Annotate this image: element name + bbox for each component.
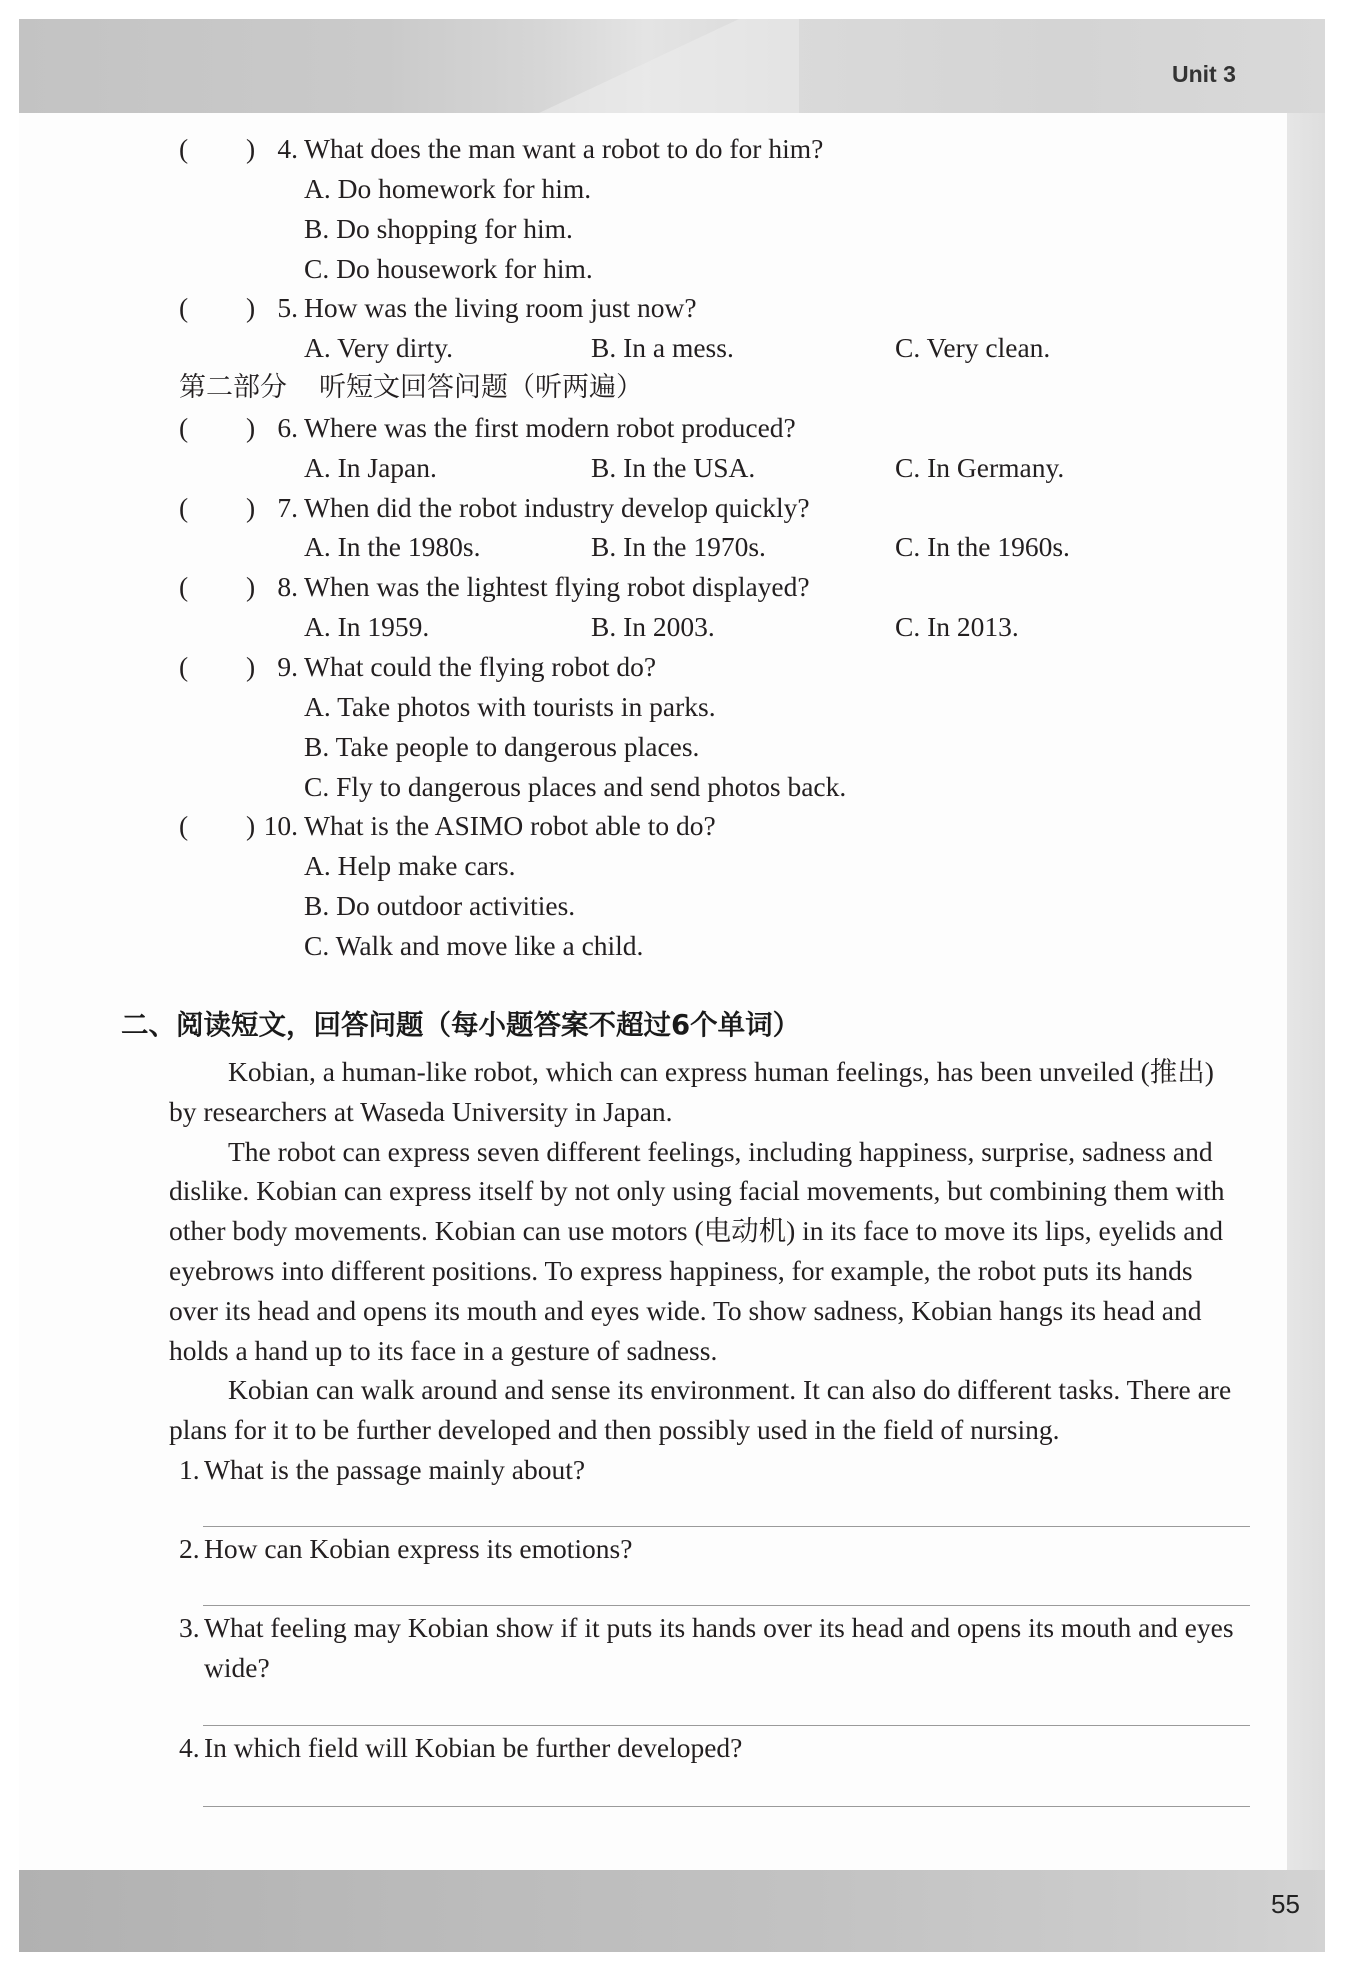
option-row	[0, 209, 1350, 249]
question-text: In which field will Kobian be further developed?	[204, 1732, 743, 1763]
page-header-band	[19, 19, 1325, 113]
passage-line: other body movements. Kobian can use motors (电动机) in its face to move its lips, eyelids and	[169, 1215, 1223, 1247]
question-text: What is the passage mainly about?	[204, 1454, 586, 1485]
option-row	[0, 886, 1350, 926]
answer-blank-close: )	[246, 411, 256, 443]
question-number: 3.	[179, 1612, 200, 1643]
passage-line: dislike. Kobian can express itself by not only using facial movements, but combining them with	[169, 1175, 1225, 1207]
option-row	[0, 249, 1350, 289]
page-number: 55	[1271, 1889, 1300, 1919]
reading-question	[0, 1608, 1350, 1648]
passage-line: Kobian, a human-like robot, which can express human feelings, has been unveiled (推出)	[228, 1056, 1214, 1087]
answer-blank-close: )	[246, 133, 256, 164]
passage-line: holds a hand up to its face in a gesture of sadness.	[169, 1334, 718, 1366]
option-c: C. In the 1960s.	[895, 531, 1070, 563]
passage-line: Kobian can walk around and sense its environment. It can also do different tasks. There are	[228, 1374, 1232, 1406]
reading-question-continued	[0, 1648, 1350, 1688]
question-row	[0, 408, 1350, 448]
answer-blank-open: (	[179, 411, 189, 443]
question-text: How can Kobian express its emotions?	[204, 1533, 633, 1564]
question-row	[0, 488, 1350, 528]
question-number: 7.	[277, 491, 298, 523]
option-b: B. Do outdoor activities.	[304, 890, 576, 922]
question-text: wide?	[204, 1652, 270, 1683]
option-row	[0, 846, 1350, 886]
passage-line: eyebrows into different positions. To express happiness, for example, the robot puts its hands	[169, 1254, 1193, 1286]
option-a: A. Help make cars.	[304, 850, 516, 882]
option-c: C. Fly to dangerous places and send photos back.	[304, 770, 847, 802]
option-b: B. Take people to dangerous places.	[304, 730, 700, 762]
question-row	[0, 647, 1350, 687]
reading-question	[0, 1450, 1350, 1490]
answer-blank-close: )	[246, 650, 256, 682]
question-text: What could the flying robot do?	[304, 650, 657, 682]
answer-line	[203, 1806, 1250, 1807]
question-text: Where was the first modern robot produced?	[304, 411, 796, 443]
question-row	[0, 288, 1350, 328]
question-number: 9.	[277, 650, 298, 682]
question-number: 4.	[277, 133, 298, 164]
answer-blank-open: (	[179, 292, 189, 324]
passage-line: The robot can express seven different feelings, including happiness, surprise, sadness and	[228, 1135, 1213, 1167]
question-number: 2.	[179, 1533, 200, 1564]
question-number: 4.	[179, 1732, 200, 1763]
question-number: 1.	[179, 1454, 200, 1485]
option-b: B. In a mess.	[591, 332, 734, 364]
option-b: B. In the USA.	[591, 451, 756, 483]
answer-blank-close: )	[246, 810, 256, 842]
part-heading	[0, 368, 1350, 408]
option-c: C. In 2013.	[895, 611, 1019, 643]
question-number: 5.	[277, 292, 298, 324]
question-number: 6.	[277, 411, 298, 443]
section-heading: 二、阅读短文，回答问题（每小题答案不超过6个单词）	[121, 1009, 801, 1041]
question-number: 8.	[277, 571, 298, 603]
part-title: 听短文回答问题（听两遍）	[319, 372, 643, 404]
option-c: C. Do housework for him.	[304, 252, 593, 284]
option-row	[0, 448, 1350, 488]
answer-blank-close: )	[246, 491, 256, 523]
passage-line: over its head and opens its mouth and eyes wide. To show sadness, Kobian hangs its head and	[169, 1294, 1202, 1326]
passage-line: by researchers at Waseda University in Japan.	[169, 1095, 673, 1127]
option-a: A. In 1959.	[304, 611, 430, 643]
option-b: B. Do shopping for him.	[304, 212, 573, 244]
answer-blank-open: (	[179, 133, 189, 164]
question-row	[0, 129, 1350, 169]
question-row	[0, 567, 1350, 607]
part-label: 第二部分	[179, 372, 287, 404]
question-text: What feeling may Kobian show if it puts its hands over its head and opens its mouth and eyes	[204, 1612, 1234, 1643]
option-a: A. In Japan.	[304, 451, 437, 483]
option-a: A. Take photos with tourists in parks.	[304, 690, 716, 722]
option-row	[0, 169, 1350, 209]
answer-line	[203, 1526, 1250, 1527]
option-row	[0, 926, 1350, 966]
question-text: How was the living room just now?	[304, 292, 697, 324]
option-c: C. Walk and move like a child.	[304, 929, 644, 961]
option-c: C. In Germany.	[895, 451, 1065, 483]
reading-question	[0, 1529, 1350, 1569]
option-row	[0, 687, 1350, 727]
question-number: 10.	[263, 810, 298, 842]
answer-blank-open: (	[179, 571, 189, 603]
answer-blank-open: (	[179, 491, 189, 523]
answer-line	[203, 1725, 1250, 1726]
option-row	[0, 328, 1350, 368]
option-a: A. Do homework for him.	[304, 172, 592, 204]
option-b: B. In the 1970s.	[591, 531, 766, 563]
listening-section	[0, 129, 1350, 966]
option-c: C. Very clean.	[895, 332, 1051, 364]
answer-blank-open: (	[179, 650, 189, 682]
answer-blank-open: (	[179, 810, 189, 842]
option-row	[0, 727, 1350, 767]
option-row	[0, 767, 1350, 807]
header-decoration	[19, 19, 1325, 113]
question-text: What does the man want a robot to do for him?	[304, 133, 824, 164]
option-row	[0, 527, 1350, 567]
option-b: B. In 2003.	[591, 611, 715, 643]
page-footer-band	[19, 1870, 1325, 1952]
passage-line: plans for it to be further developed and then possibly used in the field of nursing.	[169, 1414, 1060, 1446]
answer-blank-close: )	[246, 292, 256, 324]
question-text: When did the robot industry develop quickly?	[304, 491, 810, 523]
option-a: A. In the 1980s.	[304, 531, 481, 563]
option-row	[0, 607, 1350, 647]
answer-line	[203, 1605, 1250, 1606]
question-text: What is the ASIMO robot able to do?	[304, 810, 716, 842]
unit-label: Unit 3	[1172, 61, 1236, 87]
option-a: A. Very dirty.	[304, 332, 453, 364]
question-row	[0, 806, 1350, 846]
answer-blank-close: )	[246, 571, 256, 603]
reading-passage	[169, 1052, 1259, 1450]
question-text: When was the lightest flying robot displayed?	[304, 571, 810, 603]
reading-question	[0, 1728, 1350, 1768]
